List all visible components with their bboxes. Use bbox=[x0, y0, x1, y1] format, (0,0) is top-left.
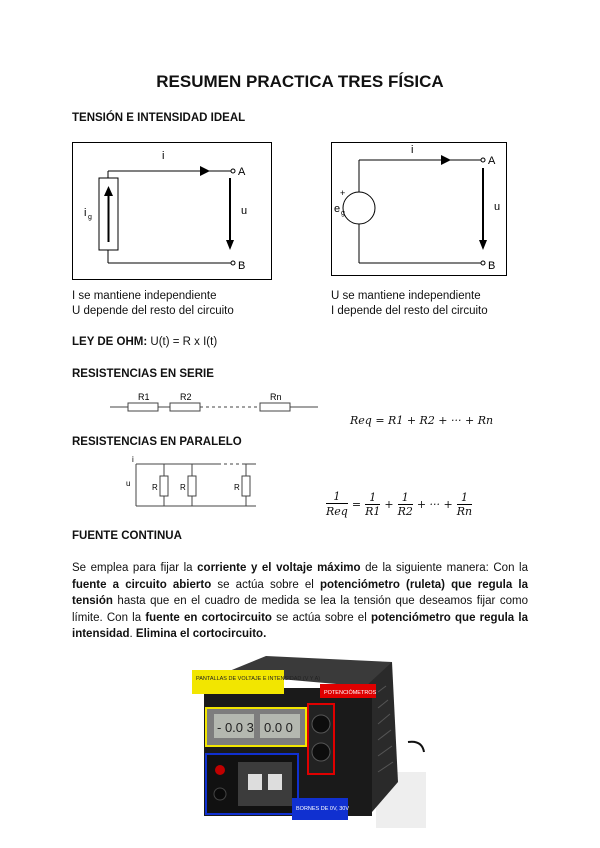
ideal-voltage-source-diagram bbox=[331, 142, 507, 276]
dc-source-paragraph: Se emplea para fijar la corriente y el voltaje máximo de la siguiente manera: Con la fuente a circuito abierto se actúa sobre el potenciómetro (ruleta) que regula la tensión hasta que en el cuadro de medida se lea la tensión que deseamos fijar como límite. Con la fuente en cortocircuito se actúa sobre el potenciómetro que regula la intensidad. Elimina el cortocircuito. bbox=[72, 562, 528, 640]
parallel-voltage-label: u bbox=[126, 479, 131, 488]
negative-terminal bbox=[214, 788, 226, 800]
node-b-label: B bbox=[488, 260, 496, 272]
positive-terminal bbox=[215, 765, 225, 775]
ideal-left-line2: U depende del resto del circuito bbox=[72, 305, 234, 317]
display-tag-text: PANTALLAS DE VOLTAJE E INTENSIDAD (V Y A) bbox=[196, 676, 321, 682]
ideal-right-line1: U se mantiene independiente bbox=[331, 290, 481, 302]
display-tag bbox=[192, 670, 284, 694]
series-resistors-diagram bbox=[110, 390, 320, 414]
rn-label: Rn bbox=[270, 392, 282, 402]
series-formula: Req = R1 + R2 + ··· + Rn bbox=[350, 414, 494, 427]
plus-sign: + bbox=[340, 188, 346, 198]
voltage-knob bbox=[312, 715, 330, 733]
ideal-left-line1: I se mantiene independiente bbox=[72, 290, 217, 302]
voltage-lcd: - 0.0 3 bbox=[217, 720, 254, 735]
ohm-label: LEY DE OHM: bbox=[72, 336, 148, 348]
current-label: i bbox=[411, 144, 414, 156]
section-heading-series: RESISTENCIAS EN SERIE bbox=[72, 368, 214, 380]
parallel-r2-label: R bbox=[180, 483, 186, 492]
ohm-law bbox=[72, 336, 217, 348]
voltage-label: u bbox=[494, 201, 501, 213]
parallel-formula: 1 Req = $\frac{1}{R1}$ + $\frac{1}{R2}$ + ··· + $\frac{1}{Rn}$ bbox=[326, 490, 473, 518]
section-heading-parallel: RESISTENCIAS EN PARALELO bbox=[72, 436, 242, 448]
parallel-resistors-diagram bbox=[126, 456, 266, 514]
source-subscript: g bbox=[341, 210, 345, 217]
pots-tag-text: POTENCIÓMETROS bbox=[324, 690, 377, 696]
r2-label: R2 bbox=[180, 392, 192, 402]
voltage-label: u bbox=[241, 205, 248, 217]
bornes-tag-text: BORNES DE 0V, 30V bbox=[296, 806, 349, 812]
parallel-rn-label: R bbox=[234, 483, 240, 492]
section-heading-dc-source: FUENTE CONTINUA bbox=[72, 530, 182, 542]
source-subscript: g bbox=[88, 214, 92, 221]
parallel-current-label: i bbox=[132, 456, 134, 464]
node-a-label: A bbox=[238, 166, 246, 178]
source-label: e bbox=[334, 203, 341, 215]
section-heading-ideal: TENSIÓN E INTENSIDAD IDEAL bbox=[72, 112, 246, 124]
parallel-r1-label: R bbox=[152, 483, 158, 492]
current-knob bbox=[312, 743, 330, 761]
ideal-right-line2: I depende del resto del circuito bbox=[331, 305, 488, 317]
page-title: RESUMEN PRACTICA TRES FÍSICA bbox=[156, 72, 444, 91]
current-lcd: 0.0 0 bbox=[264, 720, 293, 735]
ohm-formula: U(t) = R x I(t) bbox=[150, 336, 218, 348]
node-b-label: B bbox=[238, 260, 246, 272]
node-a-label: A bbox=[488, 155, 496, 167]
r1-label: R1 bbox=[138, 392, 150, 402]
source-label: i bbox=[84, 207, 87, 219]
power-supply-photo bbox=[186, 652, 426, 828]
ideal-current-source-diagram bbox=[72, 142, 272, 280]
current-label: i bbox=[162, 150, 165, 162]
